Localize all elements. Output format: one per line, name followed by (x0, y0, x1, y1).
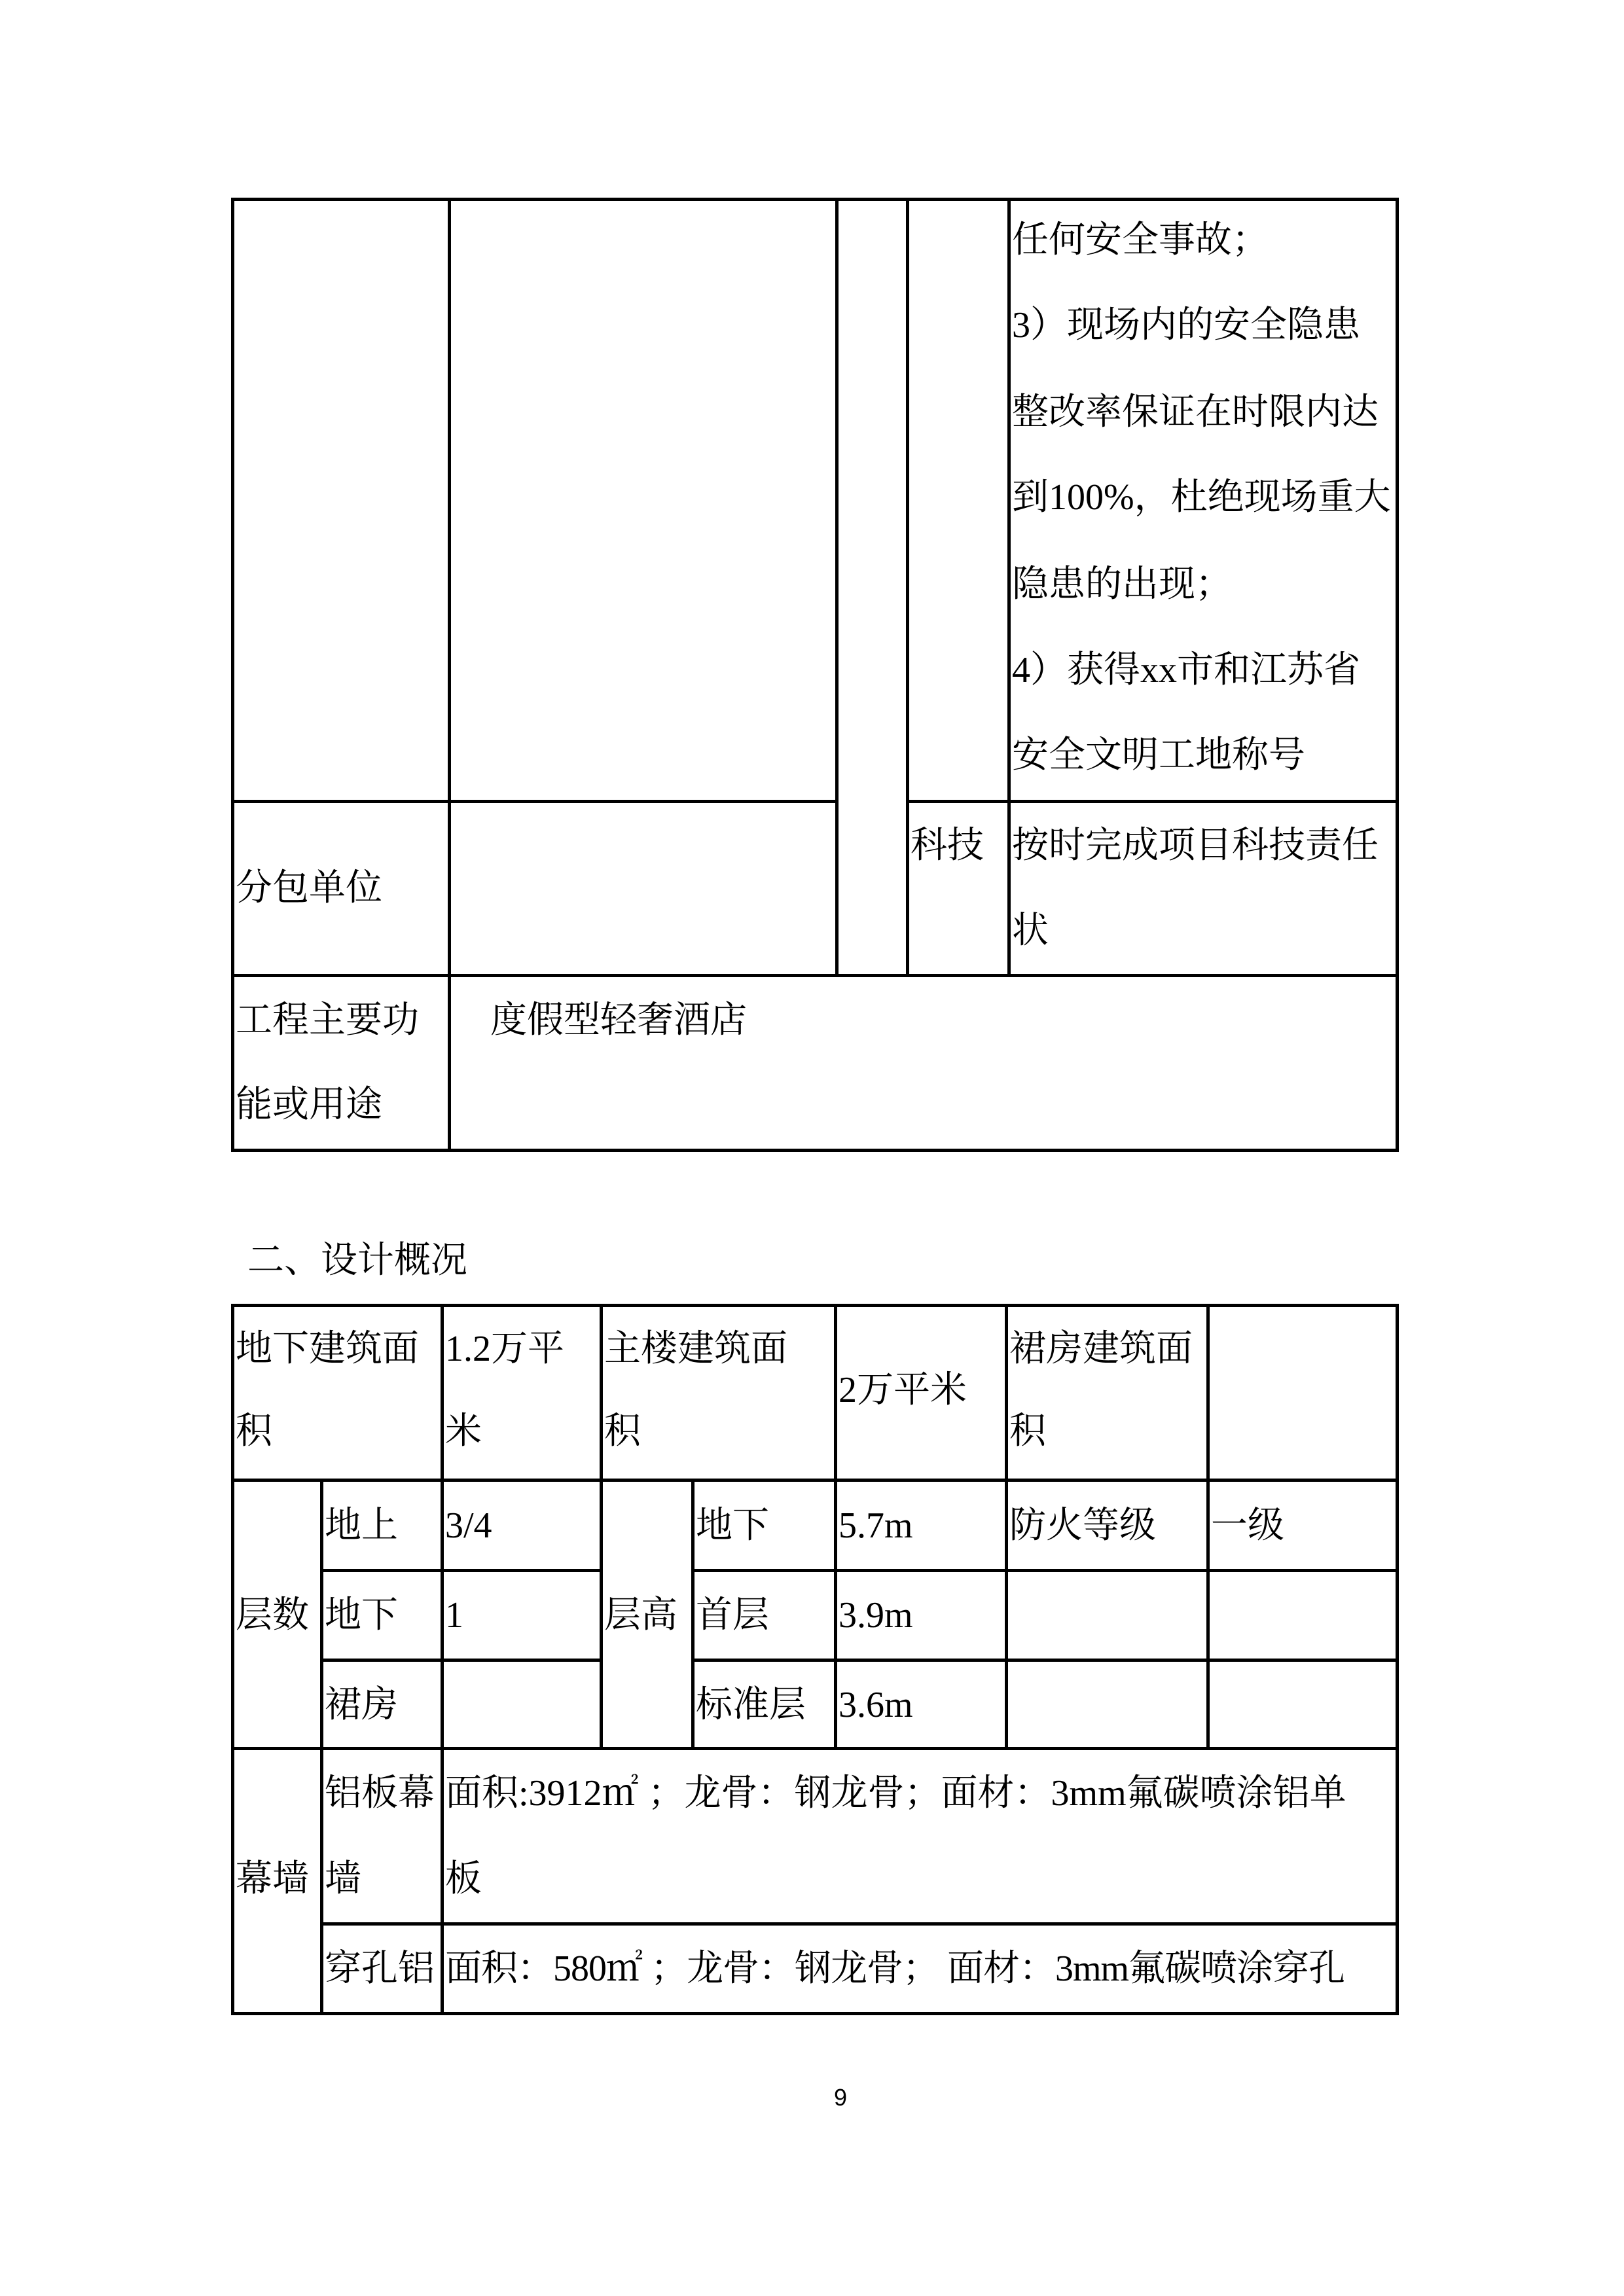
floor-label: 裙房 (325, 1685, 398, 1725)
tech-label: 科技 (911, 825, 984, 866)
table-border (231, 1747, 1399, 1750)
curtain-spec: 面积:3912㎡ ；龙骨：钢龙骨；面材：3mm氟碳喷涂铝单 (445, 1773, 1346, 1814)
table-border (320, 1479, 323, 2015)
table-border (691, 1659, 1399, 1662)
main-area-value: 2万平米 (839, 1370, 967, 1410)
table-border (231, 800, 837, 803)
main-area-label: 主楼建筑面 (604, 1329, 787, 1369)
floors-label: 层数 (236, 1595, 309, 1636)
table-border (834, 1304, 837, 1750)
table-border (231, 1479, 1399, 1482)
height-row-value: 3.9m (839, 1595, 913, 1636)
table-border (1007, 198, 1011, 977)
table-border (231, 1304, 1399, 1307)
goal-line: 整改率保证在时限内达 (1012, 392, 1379, 433)
main-area-label: 积 (604, 1411, 641, 1452)
table-border (835, 198, 839, 977)
table-border (441, 1304, 444, 2015)
table-border (1206, 1304, 1210, 1750)
tech-goal-line: 状 (1012, 910, 1049, 951)
height-row-label: 标准层 (696, 1685, 806, 1725)
section-heading: 二、设计概况 (247, 1240, 467, 1281)
floor-label: 地上 (325, 1505, 398, 1546)
curtain-spec: 板 (445, 1859, 482, 1899)
table-border (320, 1922, 1399, 1926)
goal-line: 任何安全事故； (1012, 220, 1269, 260)
underground-area-value: 米 (445, 1411, 482, 1452)
podium-area-label: 积 (1009, 1411, 1046, 1452)
fire-rating-label: 防火等级 (1009, 1505, 1156, 1546)
floor-value: 1 (445, 1595, 463, 1636)
table-border (907, 800, 1399, 803)
table-border (231, 1149, 1399, 1152)
goal-line: 3）现场内的安全隐患 (1012, 305, 1360, 346)
curtain-spec: 面积：580㎡ ；龙骨：钢龙骨； 面材：3mm氟碳喷涂穿孔 (445, 1948, 1345, 1989)
underground-area-label: 地下建筑面 (236, 1329, 419, 1369)
floor-value: 3/4 (445, 1505, 492, 1546)
curtain-type-label: 穿孔铝 (325, 1948, 435, 1989)
page-number: 9 (834, 2084, 848, 2111)
table-border (231, 198, 234, 1152)
height-row-label: 地下 (696, 1505, 769, 1546)
function-label: 能或用途 (236, 1085, 382, 1125)
table-border (231, 2012, 1399, 2015)
table-border (231, 198, 1399, 201)
subcontractor-label: 分包单位 (236, 868, 382, 908)
table-border (906, 198, 909, 977)
table-border (448, 198, 451, 1152)
table-border (1396, 1304, 1399, 2015)
tech-goal-line: 按时完成项目科技责任 (1012, 825, 1379, 866)
height-row-label: 首层 (696, 1595, 769, 1636)
table-border (231, 1304, 234, 2015)
podium-area-label: 裙房建筑面 (1009, 1329, 1193, 1369)
curtain-wall-label: 幕墙 (236, 1859, 309, 1899)
fire-rating-value: 一级 (1211, 1505, 1284, 1546)
curtain-type-label: 墙 (325, 1859, 361, 1899)
goal-line: 安全文明工地称号 (1012, 735, 1305, 776)
table-border (600, 1304, 603, 1750)
floor-label: 地下 (325, 1595, 398, 1636)
table-border (691, 1479, 695, 1750)
goal-line: 4）获得xx市和江苏省 (1012, 650, 1360, 691)
curtain-type-label: 铝板幕 (325, 1773, 435, 1814)
underground-area-label: 积 (236, 1411, 272, 1452)
table-border (1396, 198, 1399, 1152)
function-value: 度假型轻奢酒店 (490, 1000, 747, 1041)
table-border (691, 1569, 1399, 1572)
height-row-value: 3.6m (839, 1685, 913, 1725)
height-row-value: 5.7m (839, 1505, 913, 1546)
function-label: 工程主要功 (236, 1000, 419, 1041)
table-border (231, 974, 1399, 977)
goal-line: 隐患的出现； (1012, 564, 1232, 605)
table-border (1005, 1304, 1008, 1750)
goal-line: 到100%，杜绝现场重大 (1012, 477, 1391, 518)
table-border (320, 1569, 601, 1572)
height-label: 层高 (604, 1595, 677, 1636)
table-border (320, 1659, 601, 1662)
underground-area-value: 1.2万平 (445, 1329, 564, 1369)
